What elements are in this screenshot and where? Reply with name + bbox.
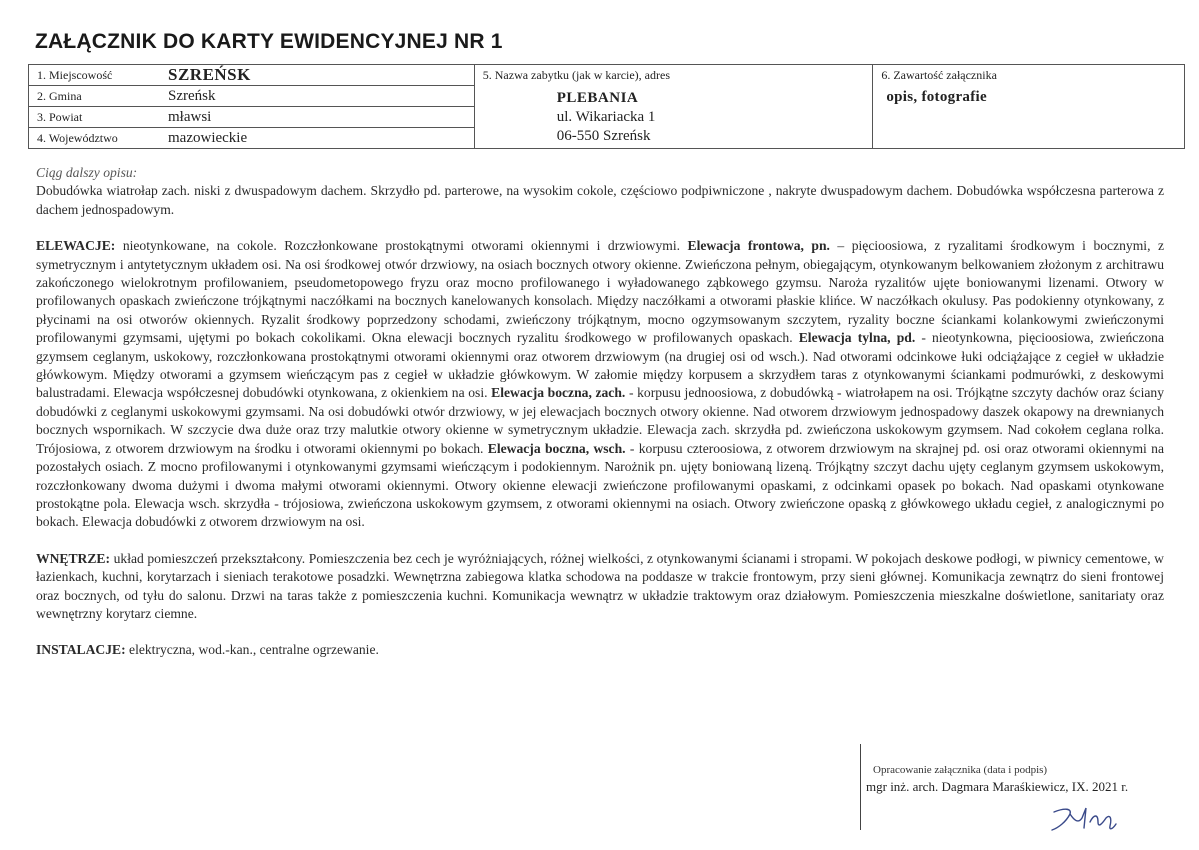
contents-label: 6. Zawartość załącznika [881,68,997,82]
field-row [29,128,474,148]
subheading: Elewacja boczna, zach. [491,385,626,401]
postal-code: 06-550 Szreńsk [556,128,651,144]
field-row [29,107,474,128]
field-value: mazowieckie [168,129,248,146]
contents-value: opis, fotografie [886,89,987,105]
monument-cell [474,65,873,149]
paragraph-text: układ pomieszczeń przekształcony. Pomieszczenia bez cech je wyróżniających, różnej wielkości, z otynkowanymi ścianami i stropami. W pokojach deskowe podłogi, w piwnicy cementowe, w łazienkach, kuchni, korytarzach i sieniach terakotowe posadzki. Wewnętrzna zabiegowa klatka schodowa na poddasze w trakcie frontowym, przy sieni głównej. Komunikacja zewnątrz do sieni frontowej oraz bocznych, od tyłu do salonu. Drzwi na taras także z pomieszczenia kuchni. Komunikacja wewnątrz w układzie traktowym oraz działowym. Pomieszczenia mieszkalne doświetlone, sanitariaty oraz wewnętrzny korytarz ciemne. [36,550,1164,621]
monument-name: PLEBANIA [556,90,639,106]
monument-address [557,89,656,146]
page-title: ZAŁĄCZNIK DO KARTY EWIDENCYJNEJ NR 1 [35,30,503,53]
installations-paragraph [36,641,1164,659]
field-label: 3. Powiat [37,109,83,124]
interior-paragraph [36,550,1164,624]
paragraph-text: - korpusu czteroosiowa, z otworem drzwiowym na skrajnej pd. osi oraz otworami okiennymi na pozostałych osiach. Z mocno profilowanymi i otynkowanymi gzymsami wieńczącym i podokiennym. Narożnik pn. ujęty boniowaną lizeną. Trójkątny szczyt dachu ujęty ceglanym gzymsem uskokowym, rozczłonkowany dwoma dużymi i dwoma małymi otworami okiennymi. Otwory okienne elewacji zwieńczone profilowanymi opaskami, z odcinkami opasek po bokach. Nad opaskami otynkowane prostokątne pola. Elewacja wsch. skrzydła - trójosiowa, zwieńczona uskokowym gzymsem, z otworami okiennymi na osiach. Otwory zwieńczone opaską z główkowego układu cegieł, z analogicznymi po bokach. Elewacja dobudówki z otworem drzwiowym na osi. [36,440,1164,530]
subheading: Elewacja frontowa, pn. [687,238,830,254]
elevations-paragraph [36,237,1164,532]
handwritten-signature [1040,800,1135,840]
signature-author: mgr inż. arch. Dagmara Maraśkiewicz, IX. 2021 r. [866,779,1129,794]
field-row [29,65,474,86]
field-row [29,86,474,107]
field-value: SZREŃSK [168,65,251,84]
section-heading: ELEWACJE: [36,238,116,254]
field-label: 2. Gmina [37,88,82,103]
continuation-label: Ciąg dalszy opisu: [36,165,138,180]
section-heading: WNĘTRZE: [36,550,111,566]
paragraph-text: nieotynkowane, na cokole. Rozczłonkowane prostokątnymi otworami okiennymi i drzwiowymi. [115,238,688,254]
paragraph-text: elektryczna, wod.-kan., centralne ogrzewanie. [125,642,379,658]
field-label: 1. Miejscowość [37,67,113,82]
intro-paragraph: Dobudówka wiatrołap zach. niski z dwuspadowym dachem. Skrzydło pd. parterowe, na wysokim cokole, częściowo podpiwniczone , nakryte dwuspadowym dachem. Dobudówka współczesna parterowa z dachem jednospadowym. [36,183,1164,217]
street: ul. Wikariacka 1 [556,109,656,125]
field-value: mławsi [168,108,212,125]
field-value: Szreńsk [168,87,216,104]
header-table [28,64,1185,149]
paragraph-text: - nieotynkowna, pięcioosiowa, zwieńczona gzymsem ceglanym, uskokowy, rozczłonkowana prostokątnymi otworami okiennymi oraz otworem drzwiowym (na drugiej osi od wsch.). Nad otworami odcinkowe łuki odciążające z cegieł w układzie główkowym. Między otworami a gzymsem wieńczącym pas z cegieł w układzie główkowym. W załomie między korpusem a skrzydłem taras z otynkowanymi ściankami podmurówki, z deskowymi balustradami. Elewacja współczesnej dobudówki otynkowana, z okienkiem na osi. [36,330,1164,401]
paragraph-text: – pięcioosiowa, z ryzalitami środkowym i bocznymi, z symetrycznym i antytetycznym układem osi. Na osi środkowej otwór drzwiowy, na osiach bocznych otwory okienne. Zwieńczona pełnym, obiegającym, otynkowanym belkowaniem złożonym z architrawu zakończonego wielokrotnym profilowaniem, pseudometopowego fryzu oraz mocno profilowanego i wyładowanego ząbkowego gzymsu. Naroża ryzalitów ujęte boniowanymi lizenami. Otwory w profilowanych opaskach zwieńczone trójkątnymi naczółkami na bocznych kanelowanych konsolach. Między naczółkami a otworami płaskie klińce. W naczółkach okulusy. Pas podokienny otynkowany, z płycinami na osi otworów okiennych. Ryzalit środkowy poprzedzony schodami, zwieńczony trójkątnym, mocno ogzymsowanym szczytem, ryzality boczne ściankami kolankowymi zwieńczonymi profilowanymi gzymsami, ujętymi po bokach cokolikami. Okna elewacji bocznych ryzalitu środkowego w profilowanych opaskach. [36,238,1165,346]
subheading: Elewacja tylna, pd. [798,330,916,346]
location-fields [29,65,475,149]
contents-cell [873,65,1185,149]
monument-label: 5. Nazwa zabytku (jak w karcie), adres [482,68,670,82]
signature-divider [860,744,861,830]
field-label: 4. Województwo [37,130,118,145]
description-body [36,164,1164,660]
signature-label: Opracowanie załącznika (data i podpis) [873,764,1048,776]
section-heading: INSTALACJE: [36,642,126,658]
subheading: Elewacja boczna, wsch. [487,440,626,456]
paragraph-text: - korpusu jednoosiowa, z dobudówką - wiatrołapem na osi. Trójkątne szczyty dachów oraz ściany dobudówki z ceglanymi uskokowymi gzymsami. Na osi dobudówki otwór drzwiowy, w jej elewacjach bocznych otwory okienne. Nad otworem drzwiowym jednospadowy daszek okapowy na drewnianych bocznych wspornikach. W szczycie dwa duże oraz trzy malutkie otwory okienne w symetrycznym układzie. Elewacja zach. skrzydła pd. zwieńczona uskokowym gzymsem. Nad cokołem ceglana rolka. Trójosiowa, z otworem drzwiowym na środku i otworami okiennymi po bokach. [36,385,1164,456]
